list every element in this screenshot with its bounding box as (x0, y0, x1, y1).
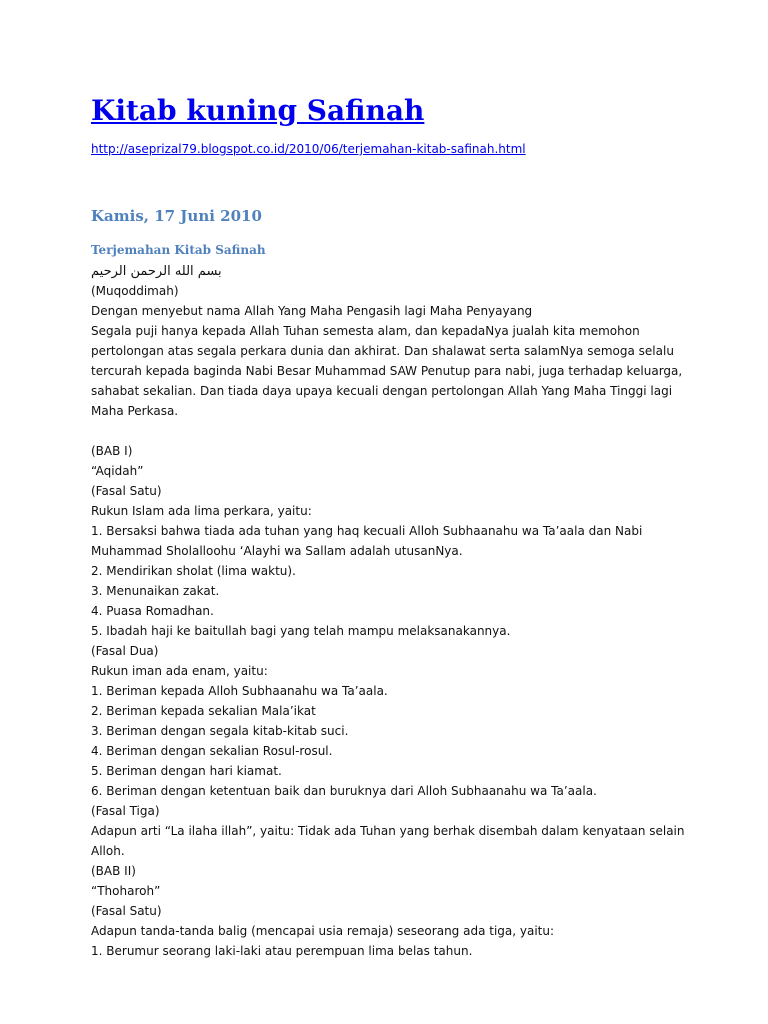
post-body (91, 261, 691, 961)
text-line: Rukun Islam ada lima perkara, yaitu: (91, 504, 312, 518)
text-line: (Fasal Dua) (91, 644, 159, 658)
text-line: 2. Mendirikan sholat (lima waktu). (91, 564, 296, 578)
text-line: 5. Beriman dengan hari kiamat. (91, 764, 282, 778)
text-line: 3. Menunaikan zakat. (91, 584, 220, 598)
text-paragraph: 1. Bersaksi bahwa tiada ada tuhan yang haq kecuali Alloh Subhaanahu wa Ta’aala dan Nabi Muhammad Sholalloohu ‘Alayhi wa Sallam adalah utusanNya. (91, 524, 643, 558)
text-line: 4. Puasa Romadhan. (91, 604, 214, 618)
post-title: Terjemahan Kitab Safinah (91, 243, 266, 257)
text-line: Dengan menyebut nama Allah Yang Maha Pengasih lagi Maha Penyayang (91, 304, 533, 318)
basmalah-line (91, 261, 691, 281)
paragraph-gap (91, 421, 691, 441)
text-line: Rukun iman ada enam, yaitu: (91, 664, 268, 678)
text-paragraph: Adapun arti “La ilaha illah”, yaitu: Tidak ada Tuhan yang berhak disembah dalam kenyataan selain Alloh. (91, 824, 685, 858)
text-line: Adapun tanda-tanda balig (mencapai usia remaja) seseorang ada tiga, yaitu: (91, 924, 555, 938)
text-line: 3. Beriman dengan segala kitab-kitab suci. (91, 724, 349, 738)
post-date: Kamis, 17 Juni 2010 (91, 207, 262, 225)
text-line: 1. Berumur seorang laki-laki atau perempuan lima belas tahun. (91, 944, 473, 958)
text-line: (Fasal Tiga) (91, 804, 160, 818)
text-line: “Aqidah” (91, 464, 144, 478)
text-line: (BAB II) (91, 864, 136, 878)
text-line: (Fasal Satu) (91, 484, 162, 498)
basmalah: بسم الله الرحمن الرحيم (91, 264, 222, 279)
text-line: 6. Beriman dengan ketentuan baik dan buruknya dari Alloh Subhaanahu wa Ta’aala. (91, 784, 597, 798)
text-line: (BAB I) (91, 444, 133, 458)
text-line: “Thoharoh” (91, 884, 161, 898)
text-line: 2. Beriman kepada sekalian Mala’ikat (91, 704, 316, 718)
text-line: (Fasal Satu) (91, 904, 162, 918)
text-line: 5. Ibadah haji ke baitullah bagi yang telah mampu melaksanakannya. (91, 624, 511, 638)
text-line: 1. Beriman kepada Alloh Subhaanahu wa Ta’aala. (91, 684, 388, 698)
text-line: 4. Beriman dengan sekalian Rosul-rosul. (91, 744, 333, 758)
text-paragraph: Segala puji hanya kepada Allah Tuhan semesta alam, dan kepadaNya jualah kita memohon pertolongan atas segala perkara dunia dan akhirat. Dan shalawat serta salamNya semoga selalu tercurah kepada baginda Nabi Besar Muhammad SAW Penutup para nabi, juga terhadap keluarga, sahabat sekalian. Dan tiada daya upaya kecuali dengan pertolongan Allah Yang Maha Tinggi lagi Maha Perkasa. (91, 324, 683, 418)
text-line: (Muqoddimah) (91, 284, 179, 298)
page-title: Kitab kuning Safinah (91, 94, 425, 127)
source-link[interactable]: http://aseprizal79.blogspot.co.id/2010/06/terjemahan-kitab-safinah.html (91, 142, 526, 156)
